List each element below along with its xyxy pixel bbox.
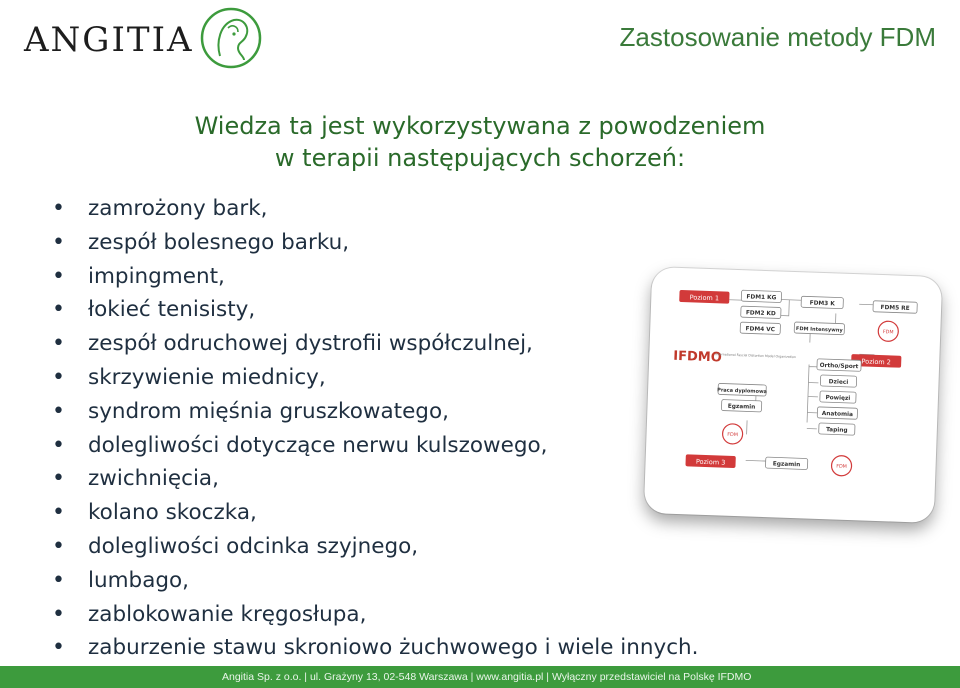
headline-line-1: Wiedza ta jest wykorzystywana z powodzeniem [194,112,766,140]
list-item: • łokieć tenisisty, [52,295,699,329]
course-fdm4-label: FDM4 VC [745,326,776,334]
list-item: • zespół odruchowej dystrofii współczulnej, [52,329,699,363]
fdm-badge-label: FDM [836,464,847,470]
conditions-list [52,194,699,667]
course-exam3-label: Egzamin [772,461,801,469]
level-3-label: Poziom 3 [695,457,726,467]
list-item: • skrzywienie miednicy, [52,363,699,397]
course-flowchart [644,267,942,523]
course-ortho-label: Ortho/Sport [819,362,859,371]
headline [150,110,810,174]
level-1-label: Poziom 1 [689,293,720,303]
course-fdm5-label: FDM5 RE [880,305,910,313]
course-thesis-label: Praca dyplomowa [717,387,768,396]
footer-bar [0,666,960,688]
course-exam-label: Egzamin [727,403,756,411]
list-item: • dolegliwości odcinka szyjnego, [52,532,699,566]
list-item: • zespół bolesnego barku, [52,228,699,262]
level-2-label: Poziom 2 [861,357,892,367]
course-viscera-label: Powięzi [825,395,851,403]
list-item: • impingment, [52,262,699,296]
course-fdm2-label: FDM2 KD [745,310,776,318]
list-item: • kolano skoczka, [52,498,699,532]
list-item: • zamrożony bark, [52,194,699,228]
course-anatomy-label: Anatomia [821,411,854,419]
logo-text: ANGITIA [24,20,194,60]
goddess-emblem-icon [198,6,264,70]
list-item: • syndrom mięśnia gruszkowatego, [52,397,699,431]
fdm-badge-label: FDM [882,330,894,336]
list-item: • zaburzenie stawu skroniowo żuchwowego i wiele innych. [52,633,699,667]
course-fdm1-label: FDM1 KG [746,294,777,302]
angitia-logo [24,6,264,70]
ifdmo-subtitle: International Fascial Distortion Model Organization [715,352,796,360]
course-intensive-label: FDM Intensywny [795,326,843,334]
page-title: Zastosowanie metody FDM [619,22,936,52]
list-item: • zwichnięcia, [52,464,699,498]
list-item: • lumbago, [52,566,699,600]
course-fdm3-label: FDM3 K [809,300,835,308]
headline-line-2: w terapii następujących schorzeń: [274,144,686,172]
course-kids-label: Dzieci [828,379,849,386]
fdm-badge-label: FDM [727,432,738,439]
course-taping-label: Taping [825,427,848,434]
ifdmo-brand: IFDMO [673,348,723,366]
fdm-course-diagram [644,267,942,523]
footer-text: Angitia Sp. z o.o. | ul. Grażyny 13, 02-548 Warszawa | www.angitia.pl | Wyłączny przedstawiciel na Polskę IFDMO [222,671,752,683]
list-item: • dolegliwości dotyczące nerwu kulszowego, [52,431,699,465]
list-item: • zablokowanie kręgosłupa, [52,600,699,634]
